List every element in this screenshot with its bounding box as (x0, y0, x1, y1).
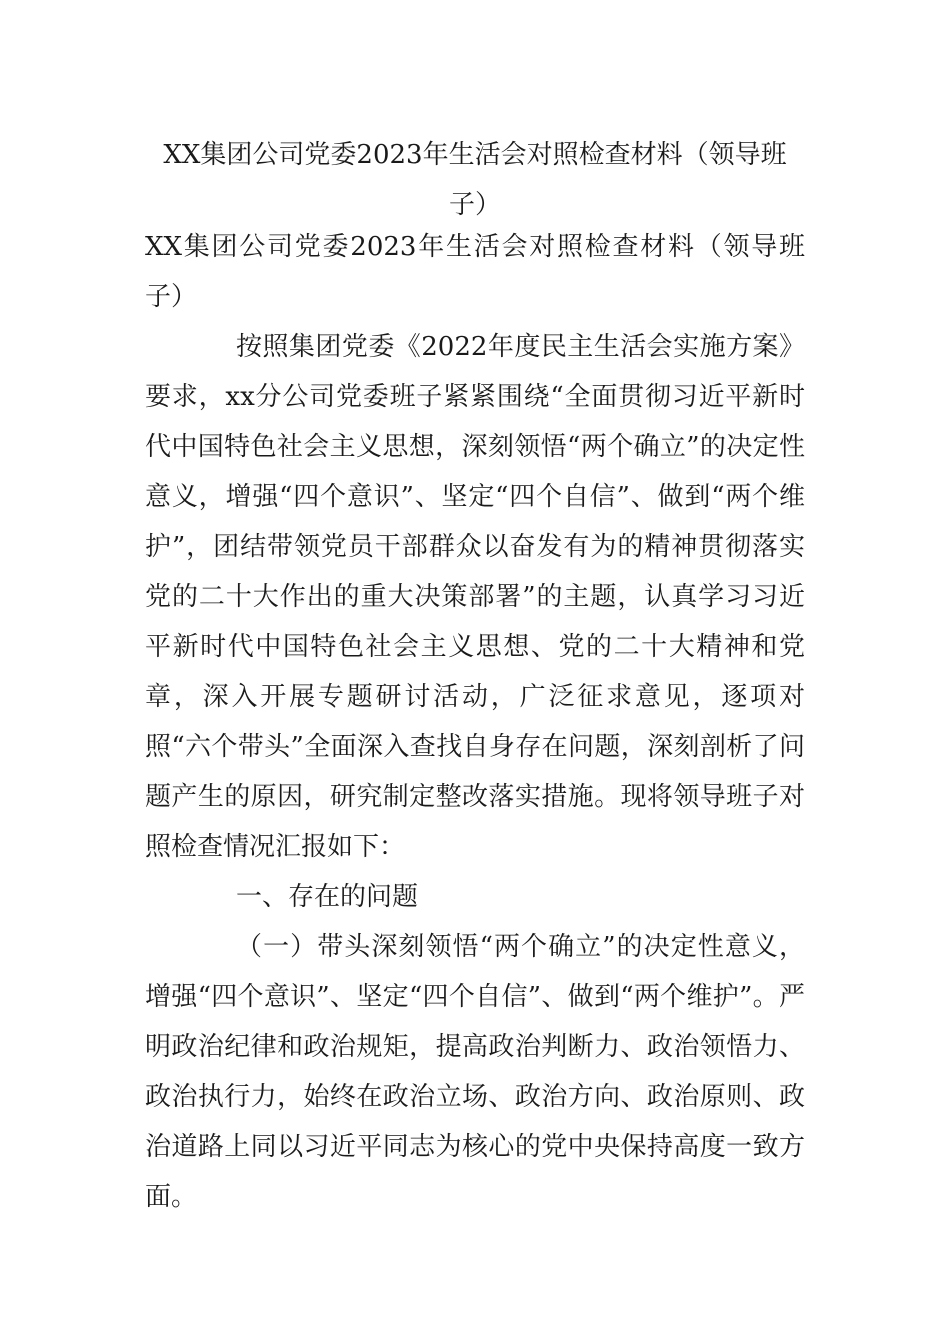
section-heading: 一、存在的问题 (236, 882, 419, 912)
subsection-paragraph: （一）带头深刻领悟“两个确立”的决定性意义，增强“四个意识”、坚定“四个自信”、做到“两个维护”。严明政治纪律和政治规矩，提高政治判断力、政治领悟力、政治执行力，始终在政治立场、政治方向、政治原则、政治道路上同以习近平同志为核心的党中央保持高度一致方面。 (145, 932, 805, 1212)
intro-paragraph: 按照集团党委《2022年度民主生活会实施方案》要求，xx分公司党委班子紧紧围绕“全面贯彻习近平新时代中国特色社会主义思想，深刻领悟“两个确立”的决定性意义，增强“四个意识”、坚定“四个自信”、做到“两个维护”，团结带领党员干部群众以奋发有为的精神贯彻落实党的二十大作出的重大决策部署”的主题，认真学习习近平新时代中国特色社会主义思想、党的二十大精神和党章，深入开展专题研讨活动，广泛征求意见，逐项对照“六个带头”全面深入查找自身存在问题，深刻剖析了问题产生的原因，研究制定整改落实措施。现将领导班子对照检查情况汇报如下： (145, 332, 805, 862)
document-subtitle: XX集团公司党委2023年生活会对照检查材料（领导班子） (145, 232, 805, 312)
document-body (145, 222, 805, 1222)
document-title: XX集团公司党委2023年生活会对照检查材料（领导班子） (163, 140, 787, 220)
